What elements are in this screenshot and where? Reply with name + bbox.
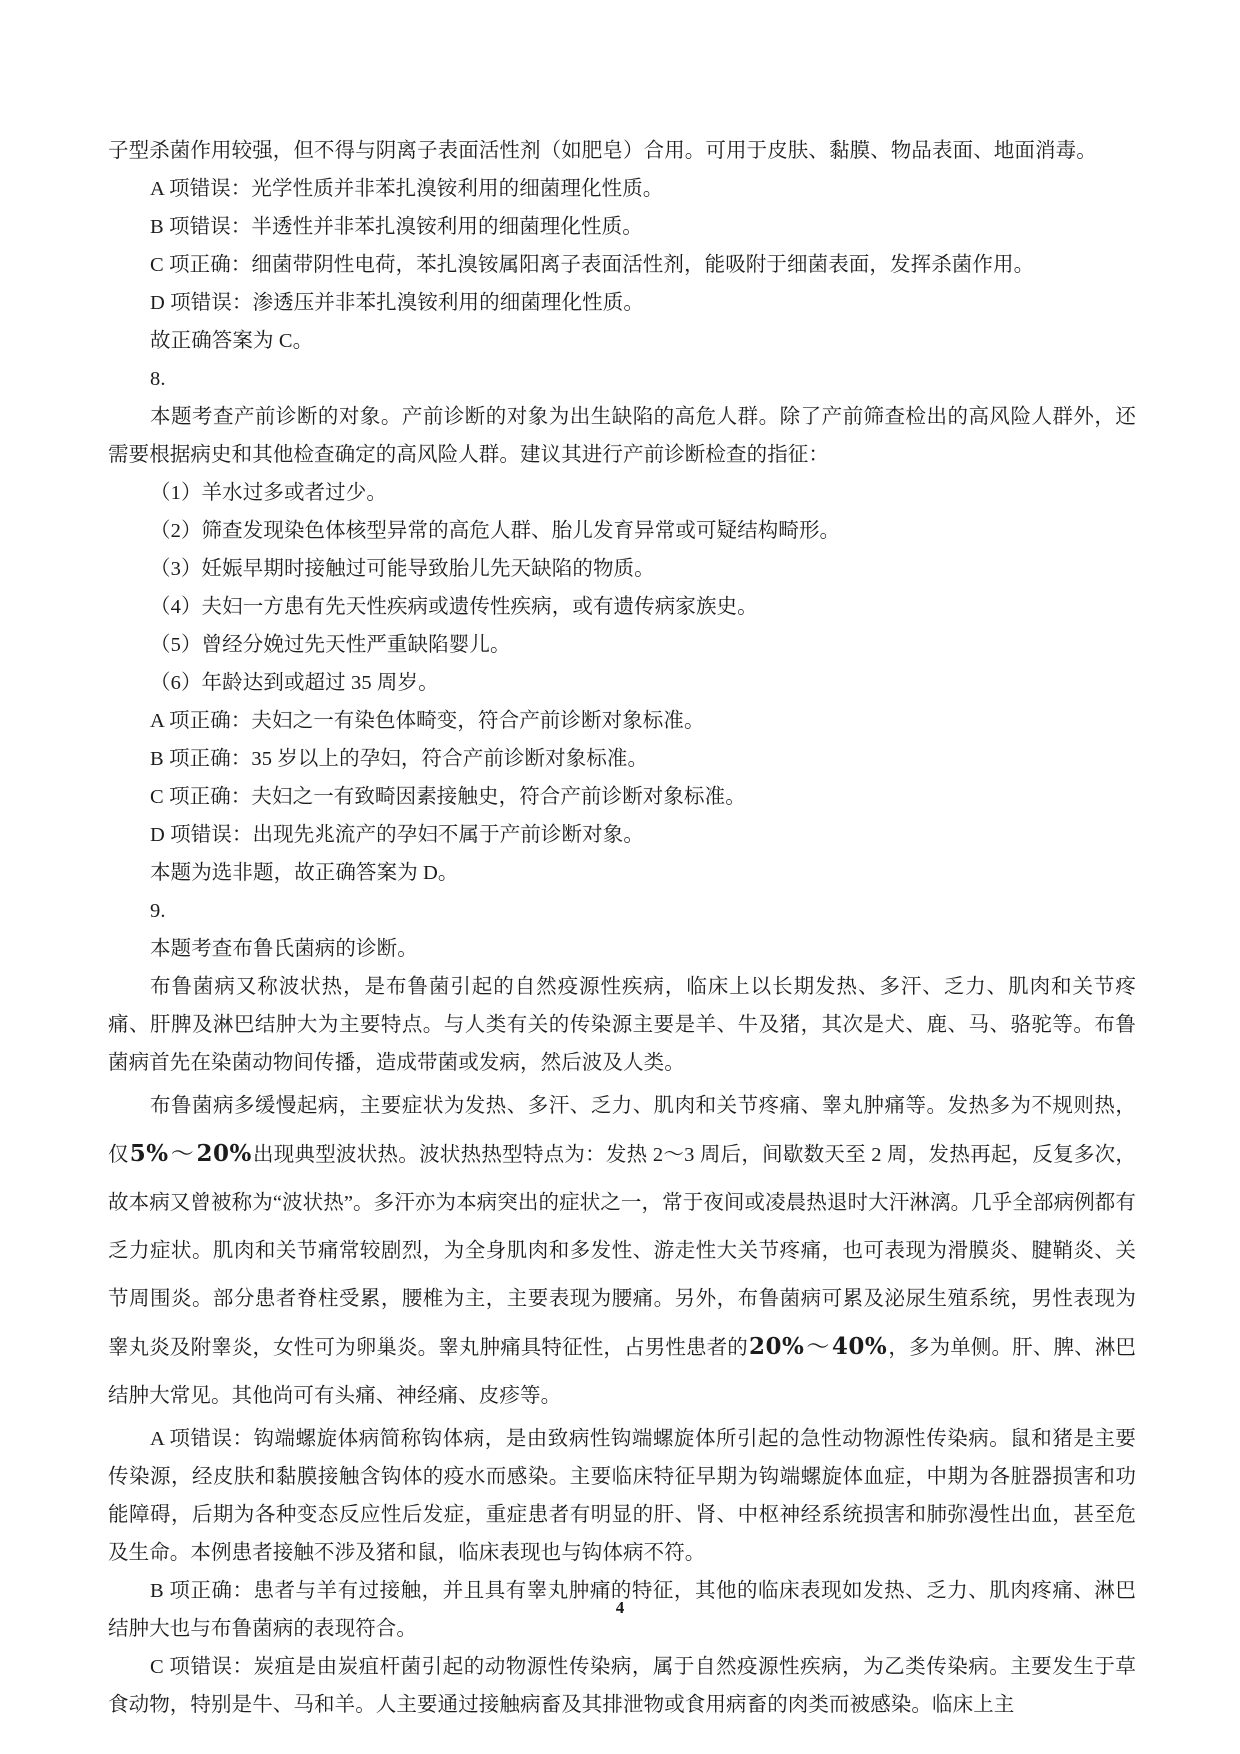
question-9-explanation: 本题考查布鲁氏菌病的诊断。 — [150, 938, 418, 960]
q9-option-a-line: A 项错误：钩端螺旋体病简称钩体病，是由致病性钩端螺旋体所引起的急性动物源性传染病。鼠和猪是主要传染源，经皮肤和黏膜接触含钩体的疫水而感染。主要临床特征早期为钩端螺旋体血症，中期为各脏器损害和功能障碍，后期为各种变态反应性后发症，重症患者有明显的肝、肾、中枢神经系统损害和肺弥漫性出血，甚至危及生命。本例患者接触不涉及猪和鼠，临床表现也与钩体病不符。 — [108, 1428, 1136, 1564]
list-item-5: （5）曾经分娩过先天性严重缺陷婴儿。 — [150, 634, 511, 656]
option-a-line: A 项错误：光学性质并非苯扎溴铵利用的细菌理化性质。 — [150, 178, 664, 200]
answer-line: 故正确答案为 C。 — [150, 330, 314, 352]
brucellosis-symptoms-paragraph: 布鲁菌病多缓慢起病，主要症状为发热、多汗、乏力、肌肉和关节疼痛、睾丸肿痛等。发热多为不规则热，仅5%～20%出现典型波状热。波状热热型特点为：发热 2～3 周后，间歇数天至 2 周，发热再起，反复多次，故本病又曾被称为“波状热”。多汗亦为本病突出的症状之一，常于夜间或凌晨热退时大汗淋漓。几乎全部病例都有乏力症状。肌肉和关节痛常较剧烈，为全身肌肉和多发性、游走性大关节疼痛，也可表现为滑膜炎、腱鞘炎、关节周围炎。部分患者脊柱受累，腰椎为主，主要表现为腰痛。另外，布鲁菌病可累及泌尿生殖系统，男性表现为睾丸炎及附睾炎，女性可为卵巢炎。睾丸肿痛具特征性，占男性患者的20%～40%，多为单侧。肝、脾、淋巴结肿大常见。其他尚可有头痛、神经痛、皮疹等。 — [108, 1095, 1136, 1407]
list-item-2: （2）筛查发现染色体核型异常的高危人群、胎儿发育异常或可疑结构畸形。 — [150, 520, 841, 542]
page-content — [108, 132, 1136, 1724]
page-number: 4 — [615, 1598, 625, 1617]
list-item-4: （4）夫妇一方患有先天性疾病或遗传性疾病，或有遗传病家族史。 — [150, 596, 758, 618]
option-b-line: B 项错误：半透性并非苯扎溴铵利用的细菌理化性质。 — [150, 216, 643, 238]
q8-option-d-line: D 项错误：出现先兆流产的孕妇不属于产前诊断对象。 — [150, 824, 644, 846]
option-d-line: D 项错误：渗透压并非苯扎溴铵利用的细菌理化性质。 — [150, 292, 644, 314]
brucellosis-overview-paragraph: 布鲁菌病又称波状热，是布鲁菌引起的自然疫源性疾病，临床上以长期发热、多汗、乏力、肌肉和关节疼痛、肝脾及淋巴结肿大为主要特点。与人类有关的传染源主要是羊、牛及猪，其次是犬、鹿、马、骆驼等。布鲁菌病首先在染菌动物间传播，造成带菌或发病，然后波及人类。 — [108, 976, 1136, 1074]
question-8-explanation: 本题考查产前诊断的对象。产前诊断的对象为出生缺陷的高危人群。除了产前筛查检出的高风险人群外，还需要根据病史和其他检查确定的高风险人群。建议其进行产前诊断检查的指征： — [108, 406, 1136, 466]
option-c-line: C 项正确：细菌带阴性电荷，苯扎溴铵属阳离子表面活性剂，能吸附于细菌表面，发挥杀菌作用。 — [150, 254, 1035, 276]
q8-option-b-line: B 项正确：35 岁以上的孕妇，符合产前诊断对象标准。 — [150, 748, 649, 770]
q8-option-c-line: C 项正确：夫妇之一有致畸因素接触史，符合产前诊断对象标准。 — [150, 786, 746, 808]
q9-option-c-line: C 项错误：炭疽是由炭疽杆菌引起的动物源性传染病，属于自然疫源性疾病，为乙类传染病。主要发生于草食动物，特别是牛、马和羊。人主要通过接触病畜及其排泄物或食用病畜的肉类而被感染。临床上主 — [108, 1656, 1136, 1716]
inline-math-range: 20%～40% — [748, 1333, 888, 1360]
question-number-8: 8. — [150, 368, 166, 390]
q9-option-b-line: B 项正确：患者与羊有过接触，并且具有睾丸肿痛的特征，其他的临床表现如发热、乏力、肌肉疼痛、淋巴结肿大也与布鲁菌病的表现符合。 — [108, 1580, 1136, 1640]
inline-math-range: 5%～20% — [129, 1140, 252, 1167]
list-item-3: （3）妊娠早期时接触过可能导致胎儿先天缺陷的物质。 — [150, 558, 655, 580]
list-item-6: （6）年龄达到或超过 35 周岁。 — [150, 672, 439, 694]
q8-option-a-line: A 项正确：夫妇之一有染色体畸变，符合产前诊断对象标准。 — [150, 710, 705, 732]
list-item-1: （1）羊水过多或者过少。 — [150, 482, 387, 504]
q8-answer-line: 本题为选非题，故正确答案为 D。 — [150, 862, 459, 884]
paragraph-continuation: 子型杀菌作用较强，但不得与阴离子表面活性剂（如肥皂）合用。可用于皮肤、黏膜、物品表面、地面消毒。 — [108, 140, 1097, 162]
question-number-9: 9. — [150, 900, 166, 922]
